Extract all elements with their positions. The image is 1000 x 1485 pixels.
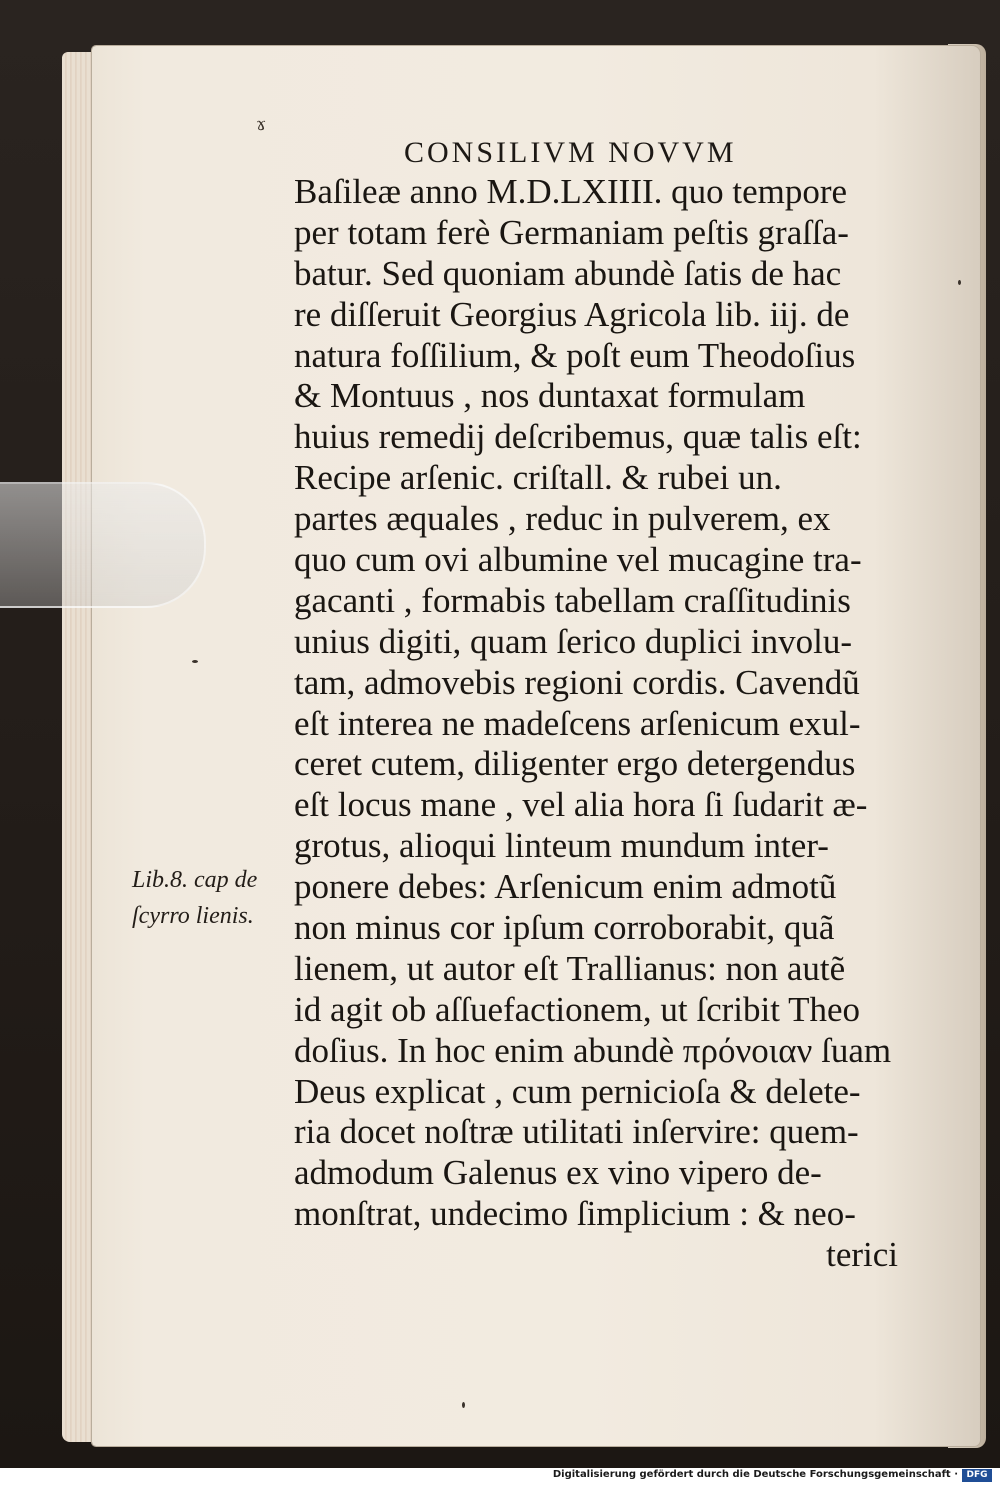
text-line: re diſſeruit Georgius Agricola lib. iij. de [294,294,850,334]
text-line: batur. Sed quoniam abundè ſatis de hac [294,253,842,293]
main-text [294,172,934,1276]
footer-credit: Digitalisierung gefördert durch die Deutsche Forschungsgemeinschaft · [552,1469,958,1480]
ink-speck [462,1402,465,1408]
running-head: CONSILIVM NOVVM [404,136,737,169]
text-line: lienem, ut autor eſt Trallianus: non autẽ [294,948,846,988]
text-line: id agit ob aſſuefactionem, ut ſcribit Theo [294,989,860,1029]
text-line: natura foſſilium, & poſt eum Theodoſius [294,335,856,375]
text-line: Baſileæ anno M.D.LXIIII. quo tempore [294,172,848,211]
text-line: eſt locus mane , vel alia hora ſi ſudarit æ- [294,785,868,825]
text-line: monſtrat, undecimo ſimplicium : & neo- [294,1194,856,1234]
marginal-note [132,862,292,934]
text-line: ria docet noſtræ utilitati inſervire: quem- [294,1112,859,1152]
text-line: ceret cutem, diligenter ergo detergendus [294,744,856,784]
text-line: quo cum ovi albumine vel mucagine tra- [294,540,862,580]
text-line: grotus, alioqui linteum mundum inter- [294,826,829,866]
page-mark: ɤ [256,114,267,135]
ink-speck [192,660,198,663]
text-line: Recipe arſenic. criſtall. & rubei un. [294,458,782,498]
text-line: doſius. In hoc enim abundè πρόνοιαν ſuam [294,1030,892,1070]
text-line: & Montuus , nos duntaxat formulam [294,376,806,416]
text-line: non minus cor ipſum corroborabit, quã [294,908,835,948]
plastic-clip [0,482,206,608]
text-line: ponere debes: Arſenicum enim admotũ [294,867,837,907]
marginal-note-line: Lib.8. cap de [132,867,258,893]
text-line: unius digiti, quam ſerico duplici involu- [294,621,852,661]
text-line: eſt interea ne madeſcens arſenicum exul- [294,703,861,743]
text-line: admodum Galenus ex vino vipero de- [294,1153,822,1193]
text-line: gacanti , formabis tabellam craſſitudinis [294,580,851,620]
text-line: Deus explicat , cum pernicioſa & delete- [294,1071,861,1111]
text-line: partes æquales , reduc in pulverem, ex [294,499,831,539]
text-line: per totam ferè Germaniam peſtis graſſa- [294,212,849,252]
marginal-note-line: ſcyrro lienis. [132,903,254,929]
text-line: huius remedij deſcribemus, quæ talis eſt: [294,417,862,457]
text-line: tam, admovebis regioni cordis. Cavendũ [294,662,860,702]
dfg-logo-icon: DFG [962,1469,992,1482]
catchword: terici [826,1235,898,1275]
ink-speck [958,280,961,285]
